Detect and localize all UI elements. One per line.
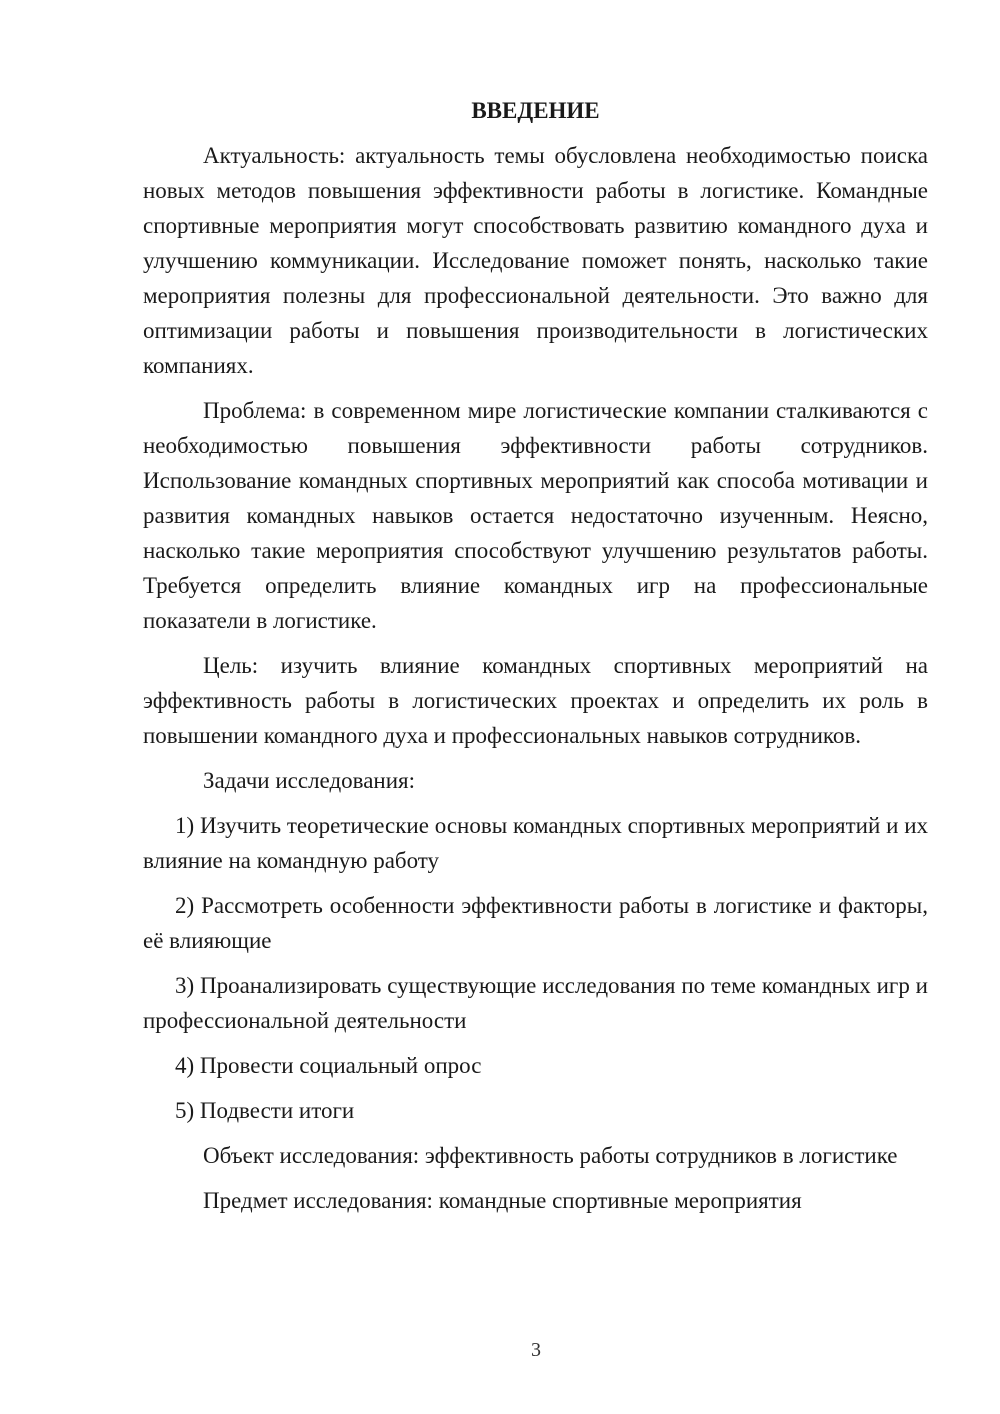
list-item: 3) Проанализировать существующие исследования по теме командных игр и профессиональной деятельности [143, 973, 928, 1033]
page-body [143, 96, 928, 1228]
paragraph-relevance: Актуальность: актуальность темы обусловлена необходимостью поиска новых методов повышения эффективности работы в логистике. Командные спортивные мероприятия могут способствовать развитию командного духа и улучшению коммуникации. Исследование поможет понять, насколько такие мероприятия полезны для профессиональной деятельности. Это важно для оптимизации работы и повышения производительности в логистических компаниях. [143, 143, 928, 378]
paragraph-subject: Предмет исследования: командные спортивные мероприятия [203, 1188, 802, 1213]
page-number: 3 [531, 1339, 541, 1361]
list-item: 4) Провести социальный опрос [175, 1053, 482, 1078]
list-item: 1) Изучить теоретические основы командных спортивных мероприятий и их влияние на командную работу [143, 813, 928, 873]
list-item: 5) Подвести итоги [175, 1098, 355, 1123]
paragraph-goal: Цель: изучить влияние командных спортивных мероприятий на эффективность работы в логистических проектах и определить их роль в повышении командного духа и профессиональных навыков сотрудников. [143, 653, 928, 748]
list-item: 2) Рассмотреть особенности эффективности работы в логистике и факторы, её влияющие [143, 893, 928, 953]
paragraph-object: Объект исследования: эффективность работы сотрудников в логистике [203, 1143, 898, 1168]
section-heading: ВВЕДЕНИЕ [471, 98, 600, 123]
paragraph-tasks-intro: Задачи исследования: [203, 768, 416, 793]
paragraph-problem: Проблема: в современном мире логистические компании сталкиваются с необходимостью повышения эффективности работы сотрудников. Использование командных спортивных мероприятий как способа мотивации и развития командных навыков остается недостаточно изученным. Неясно, насколько такие мероприятия способствуют улучшению результатов работы. Требуется определить влияние командных игр на профессиональные показатели в логистике. [143, 398, 928, 633]
